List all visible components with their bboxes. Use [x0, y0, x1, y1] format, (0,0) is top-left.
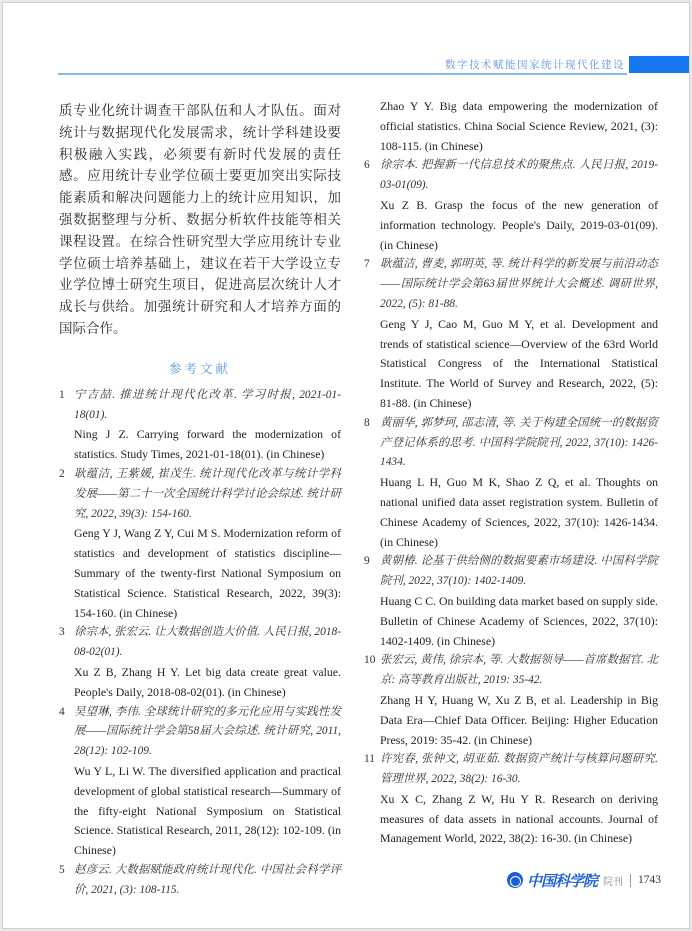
reference-text — [380, 651, 658, 750]
right-column — [364, 97, 658, 849]
reference-item-4 — [59, 703, 341, 861]
reference-english: Wu Y L, Li W. The diversified application and practical development of global statistical research—Summary of the fifty-eight National Symposium on Statistical Science. Statistical Research, 2011, 28(12): 102-109. (in Chinese) — [74, 763, 341, 858]
reference-number: 9 — [364, 555, 370, 568]
header-rule — [58, 73, 627, 75]
reference-number — [364, 97, 380, 156]
reference-english: Geng Y J, Cao M, Guo M Y, et al. Development and trends of statistical science—Overview of the 63rd World Statistical Congress of the International Statistical Institute. The World of Survey and Research, 2022, (5): 81-88. (in Chinese) — [380, 316, 658, 410]
page-number: 1743 — [638, 874, 661, 886]
reference-text — [74, 465, 341, 623]
running-title: 数字技术赋能国家统计现代化建设 — [445, 59, 625, 71]
reference-item-9 — [364, 552, 658, 651]
intro-paragraph: 质专业化统计调查干部队伍和人才队伍。面对统计与数据现代化发展需求，统计学科建设要积极融入实践，必须要有新时代发展的责任感。应用统计专业学位硕士要更加突出实际技能素质和解决问题能力上的统计应用知识，加强数据整理与分析、数据分析软件技能等相关课程设置。在综合性研究型大学应用统计专业学位硕士培养基础上，建议在若干大学设立专业学位博士研究生项目，促进高层次统计人才成长与供给。加强统计研究和人才培养方面的国际合作。 — [59, 103, 341, 336]
reference-number: 2 — [59, 467, 65, 480]
reference-chinese: 徐宗本, 张宏云. 让大数据创造大价值. 人民日报, 2018-08-02(01). — [74, 626, 341, 659]
reference-item-5-continued — [364, 97, 658, 156]
cas-logo-icon — [507, 872, 523, 888]
reference-chinese: 张宏云, 黄伟, 徐宗本, 等. 大数据领导——首席数据官. 北京: 高等教育出版社, 2019: 35-42. — [380, 654, 658, 687]
reference-chinese: 徐宗本. 把握新一代信息技术的聚焦点. 人民日报, 2019-03-01(09). — [380, 159, 658, 192]
reference-text — [74, 623, 341, 702]
reference-number: 8 — [364, 416, 370, 429]
footer-divider — [630, 874, 631, 887]
paper-page — [2, 2, 690, 929]
reference-item-5 — [59, 861, 341, 901]
reference-number: 10 — [364, 654, 376, 667]
reference-chinese: 许宪春, 张钟文, 胡亚茹. 数据资产统计与核算问题研究. 管理世界, 2022, 38(2): 16-30. — [380, 753, 658, 786]
reference-english: Ning J Z. Carrying forward the modernization of statistics. Study Times, 2021-01-18(01). (in Chinese) — [74, 427, 341, 462]
journal-suffix: 院刊 — [603, 876, 623, 888]
reference-item-10 — [364, 651, 658, 750]
reference-english: Huang L H, Guo M K, Shao Z Q, et al. Thoughts on national unified data asset registration system. Bulletin of Chinese Academy of Sciences, 2022, 37(10): 1426-1434. (in Chinese) — [380, 475, 658, 549]
reference-english: Zhang H Y, Huang W, Xu Z B, et al. Leadership in Big Data Era—Chief Data Officer. Beijing: Higher Education Press, 2019: 35-42. (in Chinese) — [380, 692, 658, 747]
reference-chinese: 耿蕴洁, 曹麦, 郭明英, 等. 统计科学的新发展与前沿动态——国际统计学会第63届世界统计大会概述. 调研世界, 2022, (5): 81-88. — [380, 258, 658, 310]
header-accent-bar — [629, 56, 689, 73]
reference-item-6 — [364, 156, 658, 255]
reference-number: 1 — [59, 388, 65, 401]
reference-text — [74, 703, 341, 861]
reference-item-7 — [364, 255, 658, 413]
reference-text — [380, 552, 658, 651]
left-column — [59, 100, 341, 900]
journal-name: 中国科学院 — [526, 873, 597, 890]
reference-chinese: 吴望琳, 李伟. 全球统计研究的多元化应用与实践性发展——国际统计学会第58届大会综述. 统计研究, 2011, 28(12): 102-109. — [74, 705, 341, 758]
reference-number: 6 — [364, 159, 370, 172]
reference-english: Geng Y J, Wang Z Y, Cui M S. Modernization reform of statistics and development of statistics discipline—Summary of the twenty-first National Symposium on Statistical Science. Statistical Research, 2022, 39(3): 154-160. (in Chinese) — [74, 526, 341, 620]
reference-text — [74, 861, 341, 901]
references-heading: 参考文献 — [168, 361, 231, 376]
reference-text — [380, 97, 658, 156]
reference-number: 5 — [59, 863, 65, 876]
reference-item-8 — [364, 414, 658, 553]
reference-english: Zhao Y Y. Big data empowering the modernization of official statistics. China Social Science Review, 2021, (3): 108-115. (in Chinese) — [380, 99, 658, 153]
reference-text — [380, 156, 658, 255]
reference-number: 4 — [59, 705, 65, 718]
reference-chinese: 赵彦云. 大数据赋能政府统计现代化. 中国社会科学评价, 2021, (3): 108-115. — [74, 863, 341, 896]
reference-chinese: 黄朝椿. 论基于供给侧的数据要素市场建设. 中国科学院院刊, 2022, 37(10): 1402-1409. — [380, 555, 658, 588]
reference-english: Xu X C, Zhang Z W, Hu Y R. Research on deriving measures of data assets in national accounts. Journal of Management World, 2022, 38(2): 16-30. (in Chinese) — [380, 791, 658, 846]
reference-chinese: 黄丽华, 郭梦珂, 邵志清, 等. 关于构建全国统一的数据资产登记体系的思考. 中国科学院院刊, 2022, 37(10): 1426-1434. — [380, 416, 658, 469]
reference-item-1 — [59, 386, 341, 465]
reference-english: Xu Z B. Grasp the focus of the new generation of information technology. People's Daily, 2019-03-01(09). (in Chinese) — [380, 197, 658, 252]
reference-text — [380, 414, 658, 553]
reference-number: 7 — [364, 258, 370, 271]
reference-item-11 — [364, 750, 658, 849]
reference-number: 11 — [364, 753, 375, 766]
reference-chinese: 耿蕴洁, 王紫媛, 崔茂生. 统计现代化改革与统计学科发展——第二十一次全国统计科学讨论会综述. 统计研究, 2022, 39(3): 154-160. — [74, 467, 341, 520]
reference-text — [74, 386, 341, 465]
reference-text — [380, 255, 658, 413]
reference-text — [380, 750, 658, 849]
reference-english: Xu Z B, Zhang H Y. Let big data create great value. People's Daily, 2018-08-02(01). (in Chinese) — [74, 664, 341, 699]
reference-item-2 — [59, 465, 341, 623]
reference-number: 3 — [59, 626, 65, 639]
reference-item-3 — [59, 623, 341, 702]
reference-chinese: 宁吉喆. 推进统计现代化改革. 学习时报, 2021-01-18(01). — [74, 388, 341, 421]
page-footer — [507, 869, 661, 891]
reference-english: Huang C C. On building data market based on supply side. Bulletin of Chinese Academy of Sciences, 2022, 37(10): 1402-1409. (in Chinese) — [380, 593, 658, 648]
